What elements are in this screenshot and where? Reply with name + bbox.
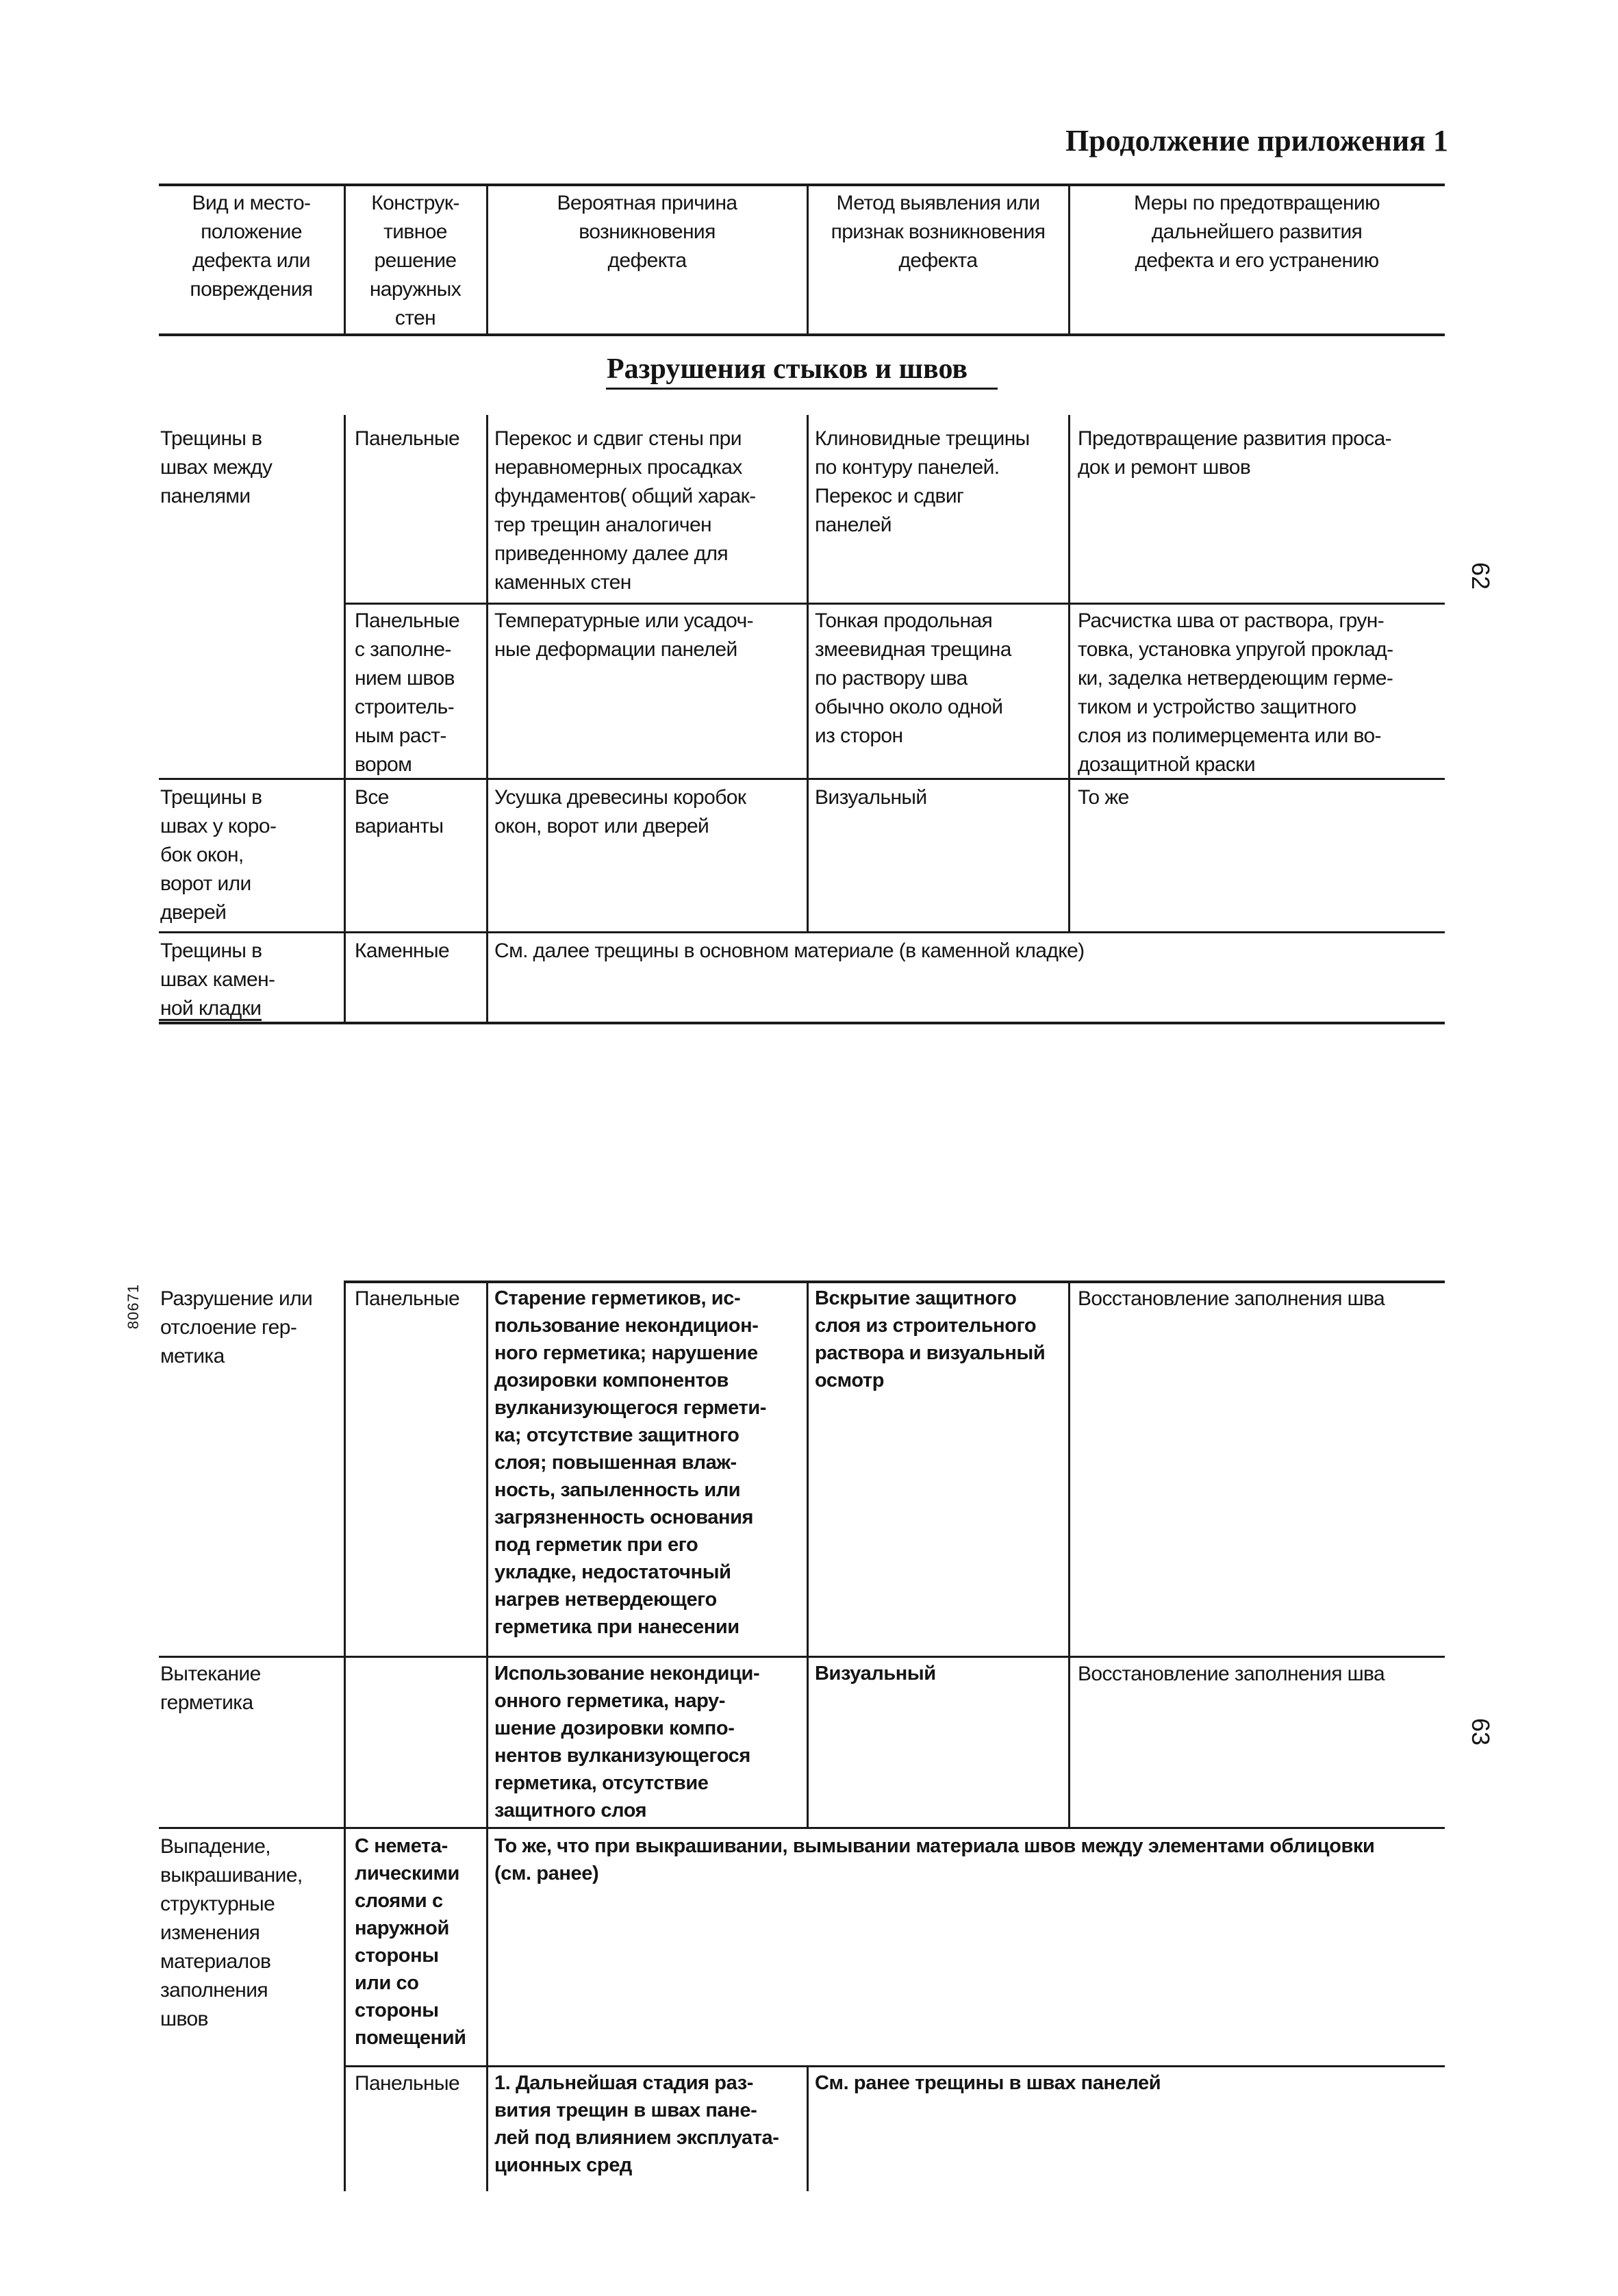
cell-cause: Температурные или усадоч- ные деформации панелей — [494, 609, 754, 661]
cell-defect: Трещины в швах у коро- бок окон, ворот или дверей — [160, 786, 277, 924]
row-divider — [159, 1656, 1445, 1658]
column-rule — [344, 415, 346, 1022]
table-top-rule — [344, 1281, 1445, 1283]
cell-method: Клиновидные трещины по контуру панелей. Перекос и сдвиг панелей — [815, 427, 1030, 536]
page-number-63: 63 — [1467, 1717, 1495, 1746]
cell-cause: Усушка древесины коробок окон, ворот или дверей — [494, 786, 746, 837]
margin-code: 80671 — [125, 1283, 142, 1330]
cell-cause: Использование некондици- онного герметика, нару- шение дозировки компо- нентов вулканизующегося герметика, отсутствие защитного слоя — [494, 1663, 760, 1821]
cell-measures: Предотвращение развития проса- док и ремонт швов — [1078, 427, 1392, 479]
column-rule — [807, 2065, 809, 2191]
cell-construction: Панельные — [355, 427, 460, 450]
header-bottom-rule — [159, 333, 1445, 336]
cell-construction: Все варианты — [355, 786, 444, 837]
cell-method: Визуальный — [815, 1663, 936, 1685]
cell-construction: Панельные — [355, 2072, 460, 2095]
row-divider — [159, 931, 1445, 933]
cell-method: Вскрытие защитного слоя из строительного раствора и визуальный осмотр — [815, 1287, 1046, 1391]
page-number-62: 62 — [1467, 562, 1495, 590]
column-header-construction: Конструк- тивное решение наружных стен — [369, 192, 462, 329]
page-title: Продолжение приложения 1 — [1065, 124, 1448, 157]
cell-method: Визуальный — [815, 786, 927, 809]
cell-method: См. ранее трещины в швах панелей — [815, 2072, 1161, 2094]
cell-defect: Вытекание герметика — [160, 1663, 261, 1714]
column-rule — [807, 1281, 809, 1827]
row-divider — [344, 603, 1445, 605]
column-rule — [1068, 415, 1070, 931]
cell-defect: Выпадение, выкрашивание, структурные изменения материалов заполнения швов — [160, 1835, 303, 2030]
column-header-method: Метод выявления или признак возникновения дефекта — [831, 192, 1046, 272]
cell-cause: Старение герметиков, ис- пользование некондицион- ного герметика; нарушение дозировки компонентов вулканизующегося гермети- ка; отсутствие защитного слоя; повышенная влаж- ность, запыленность или загрязненность основания под герметик при его укладке, недостаточный нагрев нетвердеющего герметика при нанесении — [494, 1287, 767, 1638]
row-divider — [159, 1827, 1445, 1829]
section-title: Разрушения стыков и швов — [607, 353, 968, 385]
cell-defect: Трещины в швах между панелями — [160, 427, 273, 507]
column-rule — [486, 415, 488, 1022]
row-divider — [344, 2065, 1445, 2067]
underline-fragment — [159, 1019, 262, 1021]
column-header-measures: Меры по предотвращению дальнейшего развития дефекта и его устранению — [1133, 192, 1380, 272]
column-rule — [1068, 1281, 1070, 1827]
cell-method: Тонкая продольная змеевидная трещина по раствору шва обычно около одной из сторон — [815, 609, 1011, 747]
cell-measures: Расчистка шва от раствора, грун- товка, установка упругой проклад- ки, заделка нетвердеющим герме- тиком и устройство защитного слоя из полимерцемента или во- дозащитной краски — [1078, 609, 1393, 776]
cell-cause: 1. Дальнейшая стадия раз- вития трещин в швах пане- лей под влиянием эксплуата- ционных сред — [494, 2072, 779, 2176]
cell-cause: Перекос и сдвиг стены при неравномерных просадках фундаментов( общий харак- тер трещин аналогичен приведенному далее для каменных стен — [494, 427, 756, 594]
cell-merged-note: См. далее трещины в основном материале (в каменной кладке) — [494, 939, 1085, 962]
cell-measures: Восстановление заполнения шва — [1078, 1287, 1385, 1310]
table-bottom-rule — [159, 1022, 1445, 1024]
cell-defect: Разрушение или отслоение гер- метика — [160, 1287, 313, 1367]
table-top-rule — [159, 184, 1445, 186]
column-rule — [807, 415, 809, 931]
column-rule — [344, 1281, 346, 2191]
cell-construction: Панельные с заполне- нием швов строитель- ным раст- вором — [355, 609, 460, 776]
cell-construction: Панельные — [355, 1287, 460, 1310]
cell-construction: С немета- лическими слоями с наружной стороны или со стороны помещений — [355, 1835, 466, 2049]
cell-measures: Восстановление заполнения шва — [1078, 1663, 1385, 1685]
cell-merged-note: То же, что при выкрашивании, вымывании материала швов между элементами облицовки (см. ранее) — [494, 1835, 1375, 1884]
cell-defect: Трещины в швах камен- ной кладки — [160, 939, 275, 1020]
column-header-defect: Вид и место- положение дефекта или повреждения — [190, 192, 313, 301]
column-header-cause: Вероятная причина возникновения дефекта — [557, 192, 737, 272]
section-title-underline — [606, 388, 998, 390]
cell-construction: Каменные — [355, 939, 450, 962]
column-rule — [486, 1281, 488, 2191]
cell-measures: То же — [1078, 786, 1129, 809]
